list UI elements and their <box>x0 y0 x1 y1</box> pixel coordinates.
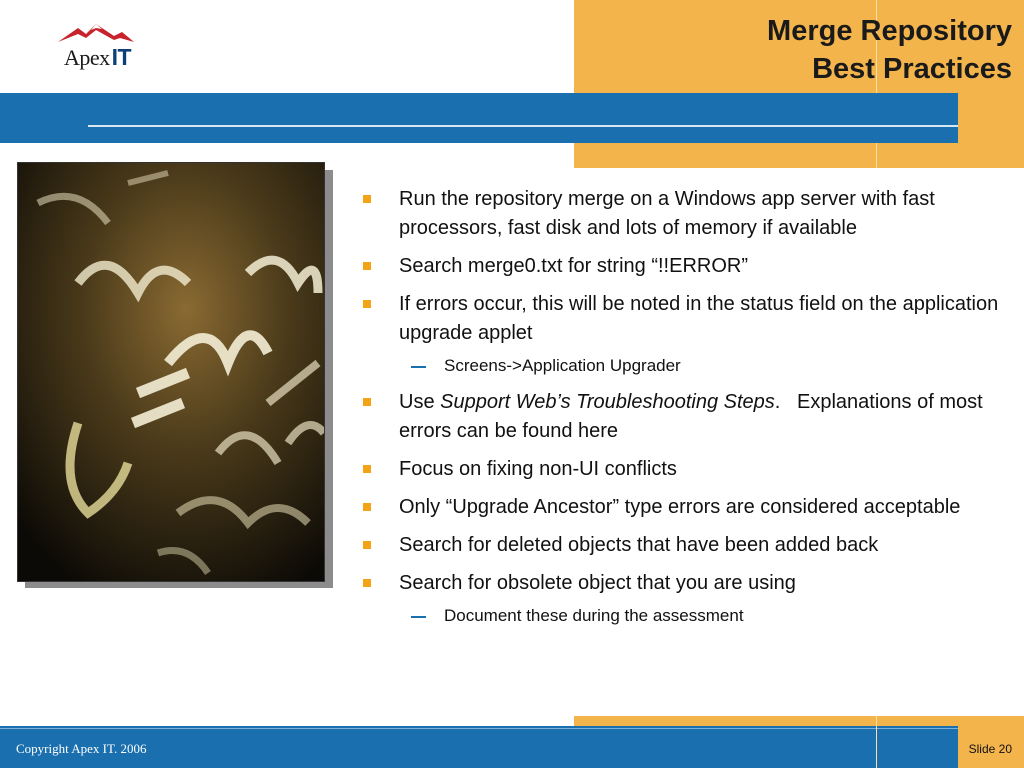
sub-bullet-text: Document these during the assessment <box>444 606 744 625</box>
bullet-item <box>360 388 1000 446</box>
logo-text-it: IT <box>111 44 132 70</box>
bullet-item <box>360 531 1000 560</box>
bullet-square-icon <box>363 195 371 203</box>
slide-title <box>767 12 1012 88</box>
bullet-list <box>360 185 1000 638</box>
chalkboard-equation-photo <box>17 162 325 582</box>
bullet-text-post: . Explanations of most errors can be found here <box>399 391 989 442</box>
sub-bullet-item <box>360 605 1000 627</box>
header-blue-band <box>0 93 958 143</box>
slide-title-line1: Merge Repository <box>767 15 1012 47</box>
bullet-square-icon <box>363 465 371 473</box>
slide-number: Slide 20 <box>968 742 1012 756</box>
bullet-text: Search for deleted objects that have been added back <box>399 534 879 556</box>
bullet-item <box>360 290 1000 348</box>
bullet-item <box>360 455 1000 484</box>
copyright-text: Copyright Apex IT. 2006 <box>16 741 147 756</box>
footer-divider-line <box>876 716 877 768</box>
bullet-text: Only “Upgrade Ancestor” type errors are considered acceptable <box>399 496 961 518</box>
bullet-item <box>360 569 1000 598</box>
logo-text-apex: Apex <box>64 45 110 70</box>
bullet-square-icon <box>363 503 371 511</box>
bullet-text-italic: Support Web’s Troubleshooting Steps <box>440 391 775 413</box>
bullet-square-icon <box>363 300 371 308</box>
logo-wordmark <box>64 44 131 71</box>
dash-bullet-icon <box>411 616 426 618</box>
bullet-square-icon <box>363 541 371 549</box>
bullet-text: If errors occur, this will be noted in the status field on the application upgrade applet <box>399 293 999 344</box>
bullet-item <box>360 493 1000 522</box>
bullet-text-pre: Use <box>399 391 441 413</box>
sub-bullet-item <box>360 355 1000 377</box>
footer-band-stripe <box>0 728 958 729</box>
sub-bullet-text: Screens->Application Upgrader <box>444 356 681 375</box>
bullet-text: Run the repository merge on a Windows app server with fast processors, fast disk and lots of memory if available <box>399 188 935 239</box>
bullet-item <box>360 252 1000 281</box>
dash-bullet-icon <box>411 366 426 368</box>
bullet-square-icon <box>363 398 371 406</box>
bullet-text: Focus on fixing non-UI conflicts <box>399 458 677 480</box>
bullet-square-icon <box>363 579 371 587</box>
bullet-text: Search for obsolete object that you are using <box>399 572 796 594</box>
slide-title-line2: Best Practices <box>812 53 1012 85</box>
bullet-square-icon <box>363 262 371 270</box>
bullet-text: Search merge0.txt for string “!!ERROR” <box>399 255 748 277</box>
bullet-item <box>360 185 1000 243</box>
header-band-stripe <box>88 125 958 127</box>
chalkboard-image <box>18 163 324 581</box>
apex-it-logo <box>56 20 176 76</box>
